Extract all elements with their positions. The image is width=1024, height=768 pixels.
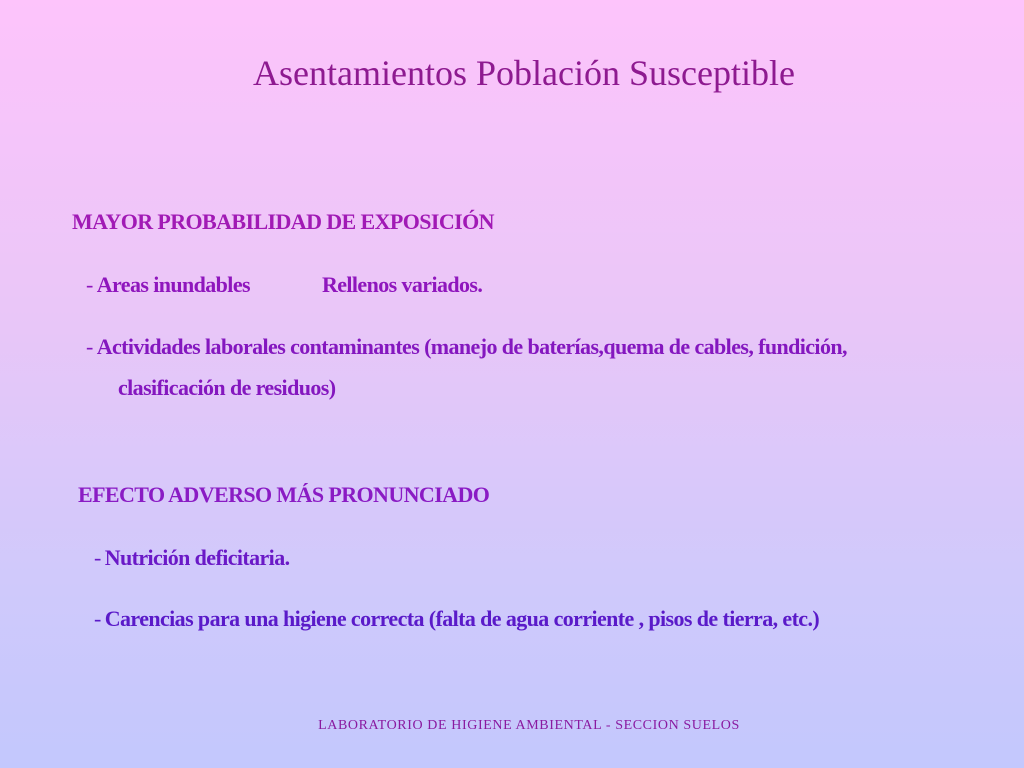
bullet-text-nutricion: Nutrición deficitaria. [104,545,290,570]
bullet-dash: - [86,334,93,359]
bullet-text-carencias: Carencias para una higiene correcta (falta de agua corriente , pisos de tierra, etc.) [104,606,820,631]
bullet-carencias [94,606,819,632]
bullet-actividades [86,334,847,360]
slide-footer: LABORATORIO DE HIGIENE AMBIENTAL - SECCION SUELOS [318,718,740,733]
bullet-dash: - [94,606,101,631]
bullet-text-areas-inundables: Areas inundables [96,272,250,297]
section-heading-adverse-effect: EFECTO ADVERSO MÁS PRONUNCIADO [78,482,490,507]
bullet-text-rellenos: Rellenos variados. [321,272,483,297]
bullet-areas [86,272,482,298]
slide-title: Asentamientos Población Susceptible [253,53,795,93]
section-heading-exposure: MAYOR PROBABILIDAD DE EXPOSICIÓN [72,209,494,234]
bullet-nutricion [94,545,290,571]
bullet-dash: - [94,545,101,570]
bullet-actividades-continued: clasificación de residuos) [118,375,336,400]
bullet-text-actividades: Actividades laborales contaminantes (manejo de baterías,quema de cables, fundición, [96,334,847,359]
bullet-dash: - [86,272,93,297]
